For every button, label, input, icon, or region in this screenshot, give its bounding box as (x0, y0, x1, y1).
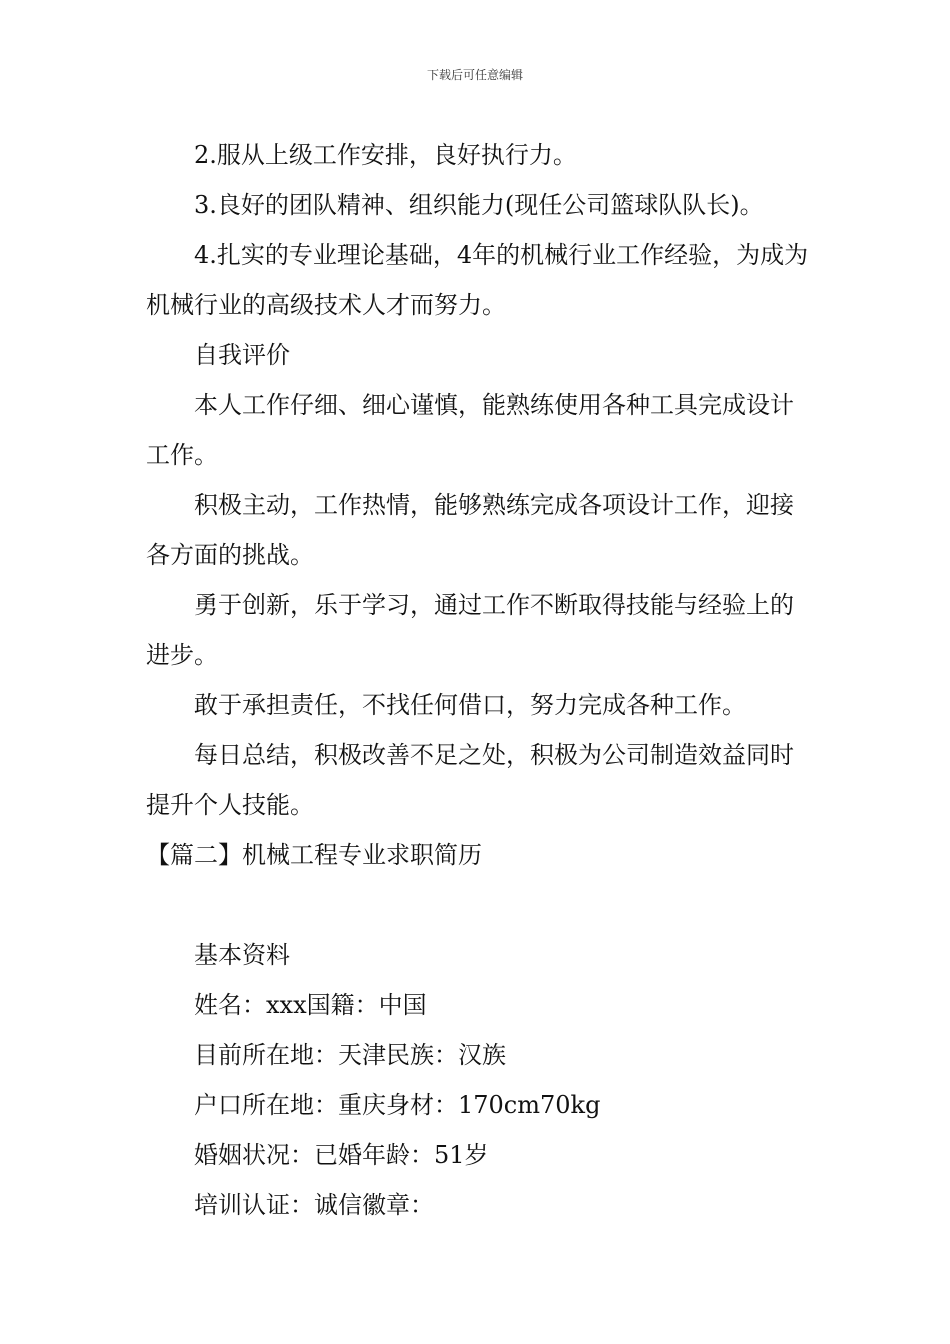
page-header: 下载后可任意编辑 (426, 68, 523, 82)
paragraph: 积极主动，工作热情，能够熟练完成各项设计工作，迎接各方面的挑战。 (146, 491, 794, 569)
paragraph: 3.良好的团队精神、组织能力(现任公司篮球队队长)。 (194, 191, 764, 219)
paragraph: 每日总结，积极改善不足之处，积极为公司制造效益同时提升个人技能。 (146, 741, 794, 819)
paragraph: 敢于承担责任，不找任何借口，努力完成各种工作。 (194, 691, 746, 719)
paragraph: 勇于创新，乐于学习，通过工作不断取得技能与经验上的进步。 (146, 591, 794, 669)
profile-line-marital: 婚姻状况：已婚年龄：51岁 (194, 1141, 489, 1169)
section-heading-self-evaluation: 自我评价 (194, 341, 290, 369)
profile-heading: 基本资料 (194, 941, 290, 969)
paragraph: 2.服从上级工作安排，良好执行力。 (194, 141, 577, 169)
section-title: 【篇二】机械工程专业求职简历 (146, 841, 482, 869)
document-body (146, 130, 810, 1230)
blank-line (146, 880, 810, 930)
profile-line-hukou: 户口所在地：重庆身材：170cm70kg (194, 1091, 601, 1119)
profile-line-name: 姓名：xxx国籍：中国 (194, 991, 427, 1019)
paragraph: 4.扎实的专业理论基础，4年的机械行业工作经验，为成为机械行业的高级技术人才而努力。 (146, 241, 809, 319)
profile-line-location: 目前所在地：天津民族：汉族 (194, 1041, 506, 1069)
paragraph: 本人工作仔细、细心谨慎，能熟练使用各种工具完成设计工作。 (146, 391, 794, 469)
profile-line-certification: 培训认证：诚信徽章： (194, 1191, 434, 1219)
